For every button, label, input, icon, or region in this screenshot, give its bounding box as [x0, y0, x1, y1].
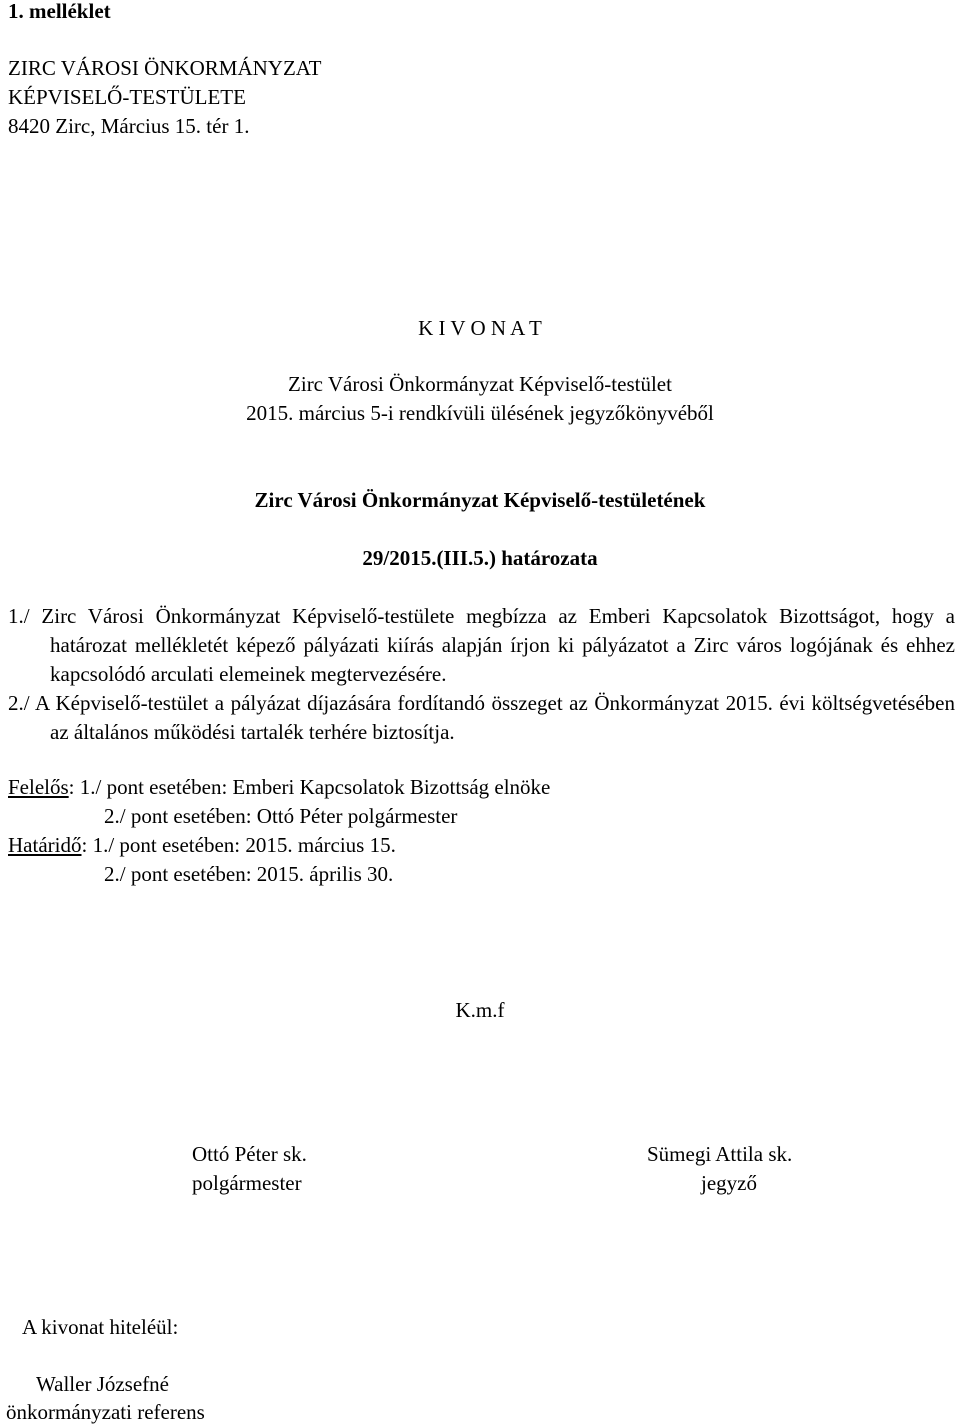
signature-mayor-name: Ottó Péter sk. — [192, 1142, 307, 1166]
subtitle-line-1: Zirc Városi Önkormányzat Képviselő-testület — [288, 372, 672, 396]
point-1-prefix: 1./ — [8, 604, 30, 628]
responsible-line-2: 2./ pont esetében: Ottó Péter polgármester — [104, 804, 458, 828]
deadline-text-1: : 1./ pont esetében: 2015. március 15. — [81, 833, 396, 857]
resolution-body-name: Zirc Városi Önkormányzat Képviselő-testületének — [254, 488, 706, 512]
resolution-point-1 — [8, 602, 956, 689]
subtitle-line-2: 2015. március 5-i rendkívüli ülésének jegyzőkönyvéből — [246, 401, 714, 425]
kmf-mark: K.m.f — [455, 998, 505, 1022]
resolution-number: 29/2015.(III.5.) határozata — [362, 546, 598, 570]
point-2-prefix: 2./ — [8, 691, 30, 715]
deadline-line-1 — [8, 831, 396, 860]
signature-notary-role: jegyző — [701, 1171, 757, 1195]
point-2-text: A Képviselő-testület a pályázat díjazására fordítandó összeget az Önkormányzat 2015. évi költségvetésében az általános működési tartalék terhére biztosítja. — [34, 691, 956, 744]
certification-role: önkormányzati referens — [6, 1400, 205, 1424]
deadline-label: Határidő — [8, 833, 82, 857]
deadline-line-2: 2./ pont esetében: 2015. április 30. — [104, 862, 394, 886]
certification-label: A kivonat hiteléül: — [22, 1315, 179, 1339]
header-line-address: 8420 Zirc, Március 15. tér 1. — [8, 114, 250, 138]
signature-notary-name: Sümegi Attila sk. — [647, 1142, 793, 1166]
document-title: K I V O N A T — [418, 316, 542, 340]
header-line-body: KÉPVISELŐ-TESTÜLETE — [8, 85, 246, 109]
annex-label: 1. melléklet — [8, 0, 111, 23]
point-1-text: Zirc Városi Önkormányzat Képviselő-testülete megbízza az Emberi Kapcsolatok Bizottságot, hogy a határozat mellékletét képező pályázati kiírás alapján írjon ki pályázatot a Zirc város logójának és ehhez kapcsolódó arculati elemeinek megtervezésére. — [41, 604, 956, 686]
responsible-label: Felelős — [8, 775, 69, 799]
certification-name: Waller Józsefné — [36, 1372, 169, 1396]
responsible-text-1: : 1./ pont esetében: Emberi Kapcsolatok Bizottság elnöke — [68, 775, 551, 799]
responsible-line-1 — [8, 773, 550, 802]
signature-mayor-role: polgármester — [192, 1171, 302, 1195]
resolution-point-2 — [8, 689, 956, 747]
header-line-council: ZIRC VÁROSI ÖNKORMÁNYZAT — [8, 56, 322, 80]
